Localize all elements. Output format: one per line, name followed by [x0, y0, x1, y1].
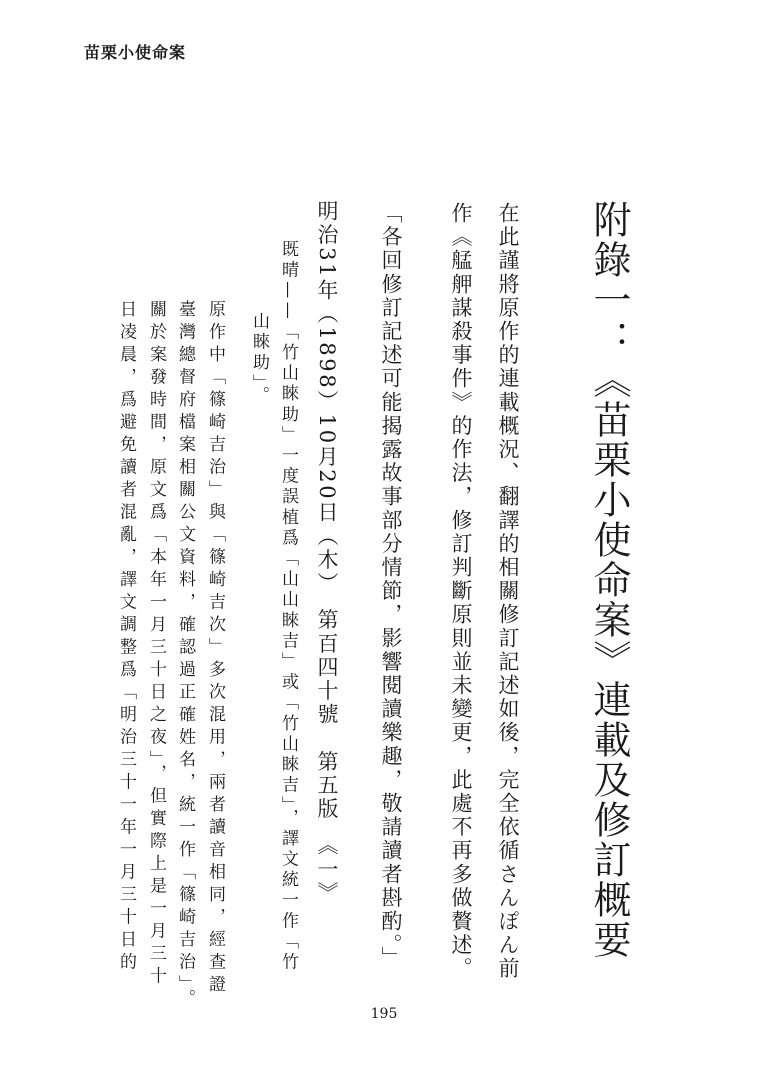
intro-line-2: 作《艋舺謀殺事件》的作法，修訂判斷原則並未變更，此處不再多做贅述。 — [449, 202, 473, 981]
page-number: 195 — [370, 1006, 398, 1022]
intro-line-1: 在此謹將原作的連載概況、翻譯的相關修訂記述如後，完全依循さんぽん前 — [496, 202, 520, 981]
spoiler-notice: 「各回修訂記述可能揭露故事部分情節，影響閱讀樂趣，敬請讀者斟酌。」 — [379, 202, 403, 971]
appendix-title: 附錄一：《苗栗小使命案》連載及修訂概要 — [587, 200, 631, 960]
entry2-line-2: 臺灣總督府檔案相關公文資料，確認過正確姓名，統一作「篠崎吉治」。 — [175, 300, 195, 1012]
entry1-note-line-1: 既晴——「竹山睞助」一度誤植爲「山山睞吉」或「竹山睞吉」，譯文統一作「竹 — [278, 240, 298, 974]
serial-date-line: 明治31年（1898）10月20日（木） 第百四十號 第五版 《一》 — [315, 200, 339, 906]
entry2-line-3: 關於案發時間，原文爲「本年一月三十日之夜」，但實際上是一月三十 — [146, 300, 166, 989]
running-header: 苗栗小使命案 — [84, 43, 187, 62]
entry2-line-1: 原作中「篠崎吉治」與「篠崎吉次」多次混用，兩者讀音相同，經查證 — [205, 300, 225, 998]
entry1-note-line-2: 山睞助」。 — [249, 312, 269, 407]
entry2-line-4: 日凌晨，爲避免讀者混亂，譯文調整爲「明治三十一年一月三十日的 — [116, 300, 136, 975]
